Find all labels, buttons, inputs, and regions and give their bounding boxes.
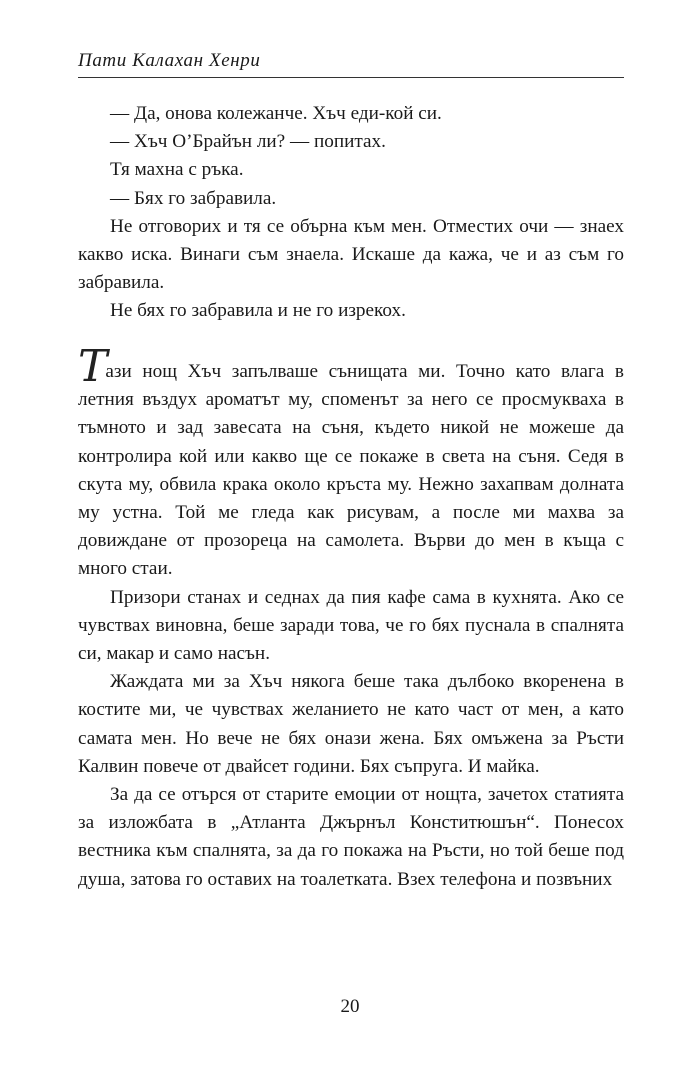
- header-rule: [78, 77, 624, 78]
- opening-paragraph-text: ази нощ Хъч запълваше сънищата ми. Точно като влага в летния въздух ароматът му, споменът за него се просмукваха в тъмното и зад завесата на съня, където никой не можеше да контролира кой или какво ще се покаже в света на съня. Седя в скута му, обвила крака около кръста му. Нежно захапвам долната му устна. Той ме гледа как рисувам, а после ми махва за довиждане от прозореца на самолета. Върви до мен в къща с много стаи.: [78, 361, 624, 580]
- running-title: Пати Калахан Хенри: [78, 50, 261, 71]
- text-section-2: [78, 341, 624, 894]
- paragraph: За да се отърся от старите емоции от нощта, зачетох статията за изложбата в „Атланта Джърнъл Конститюшън“. Понесох вестника към спалнята, за да го покажа на Ръсти, но той беше под душа, затова го оставих на тоалетката. Взех телефона и позвъних: [78, 784, 624, 890]
- page-number: 20: [340, 996, 360, 1017]
- text-section-1: [78, 100, 624, 326]
- running-header: [78, 50, 624, 72]
- paragraph: — Бях го забравила.: [110, 187, 277, 209]
- paragraph: Жаждата ми за Хъч някога беше така дълбоко вкоренена в костите ми, че чувствах желанието не като част от мен, а като самата мен. Но вече не бях онази жена. Бях омъжена за Ръсти Калвин повече от двайсет години. Бях съпруга. И майка.: [78, 671, 624, 777]
- paragraph: — Хъч О’Брайън ли? — попитах.: [110, 131, 386, 153]
- drop-cap: Т: [78, 341, 106, 392]
- paragraph: Призори станах и седнах да пия кафе сама в кухнята. Ако се чувствах виновна, беше заради това, че го бях пуснала в спалнята си, макар и само насън.: [78, 586, 624, 665]
- paragraph: — Да, онова колежанче. Хъч еди-кой си.: [110, 103, 442, 124]
- paragraph: Тя махна с ръка.: [110, 159, 244, 181]
- paragraph: Не отговорих и тя се обърна към мен. Отместих очи — знаех какво иска. Винаги съм знаела. Искаше да кажа, че и аз съм го забравила.: [78, 215, 624, 294]
- opening-paragraph: [78, 341, 624, 584]
- paragraph: Не бях го забравила и не го изрекох.: [110, 300, 406, 322]
